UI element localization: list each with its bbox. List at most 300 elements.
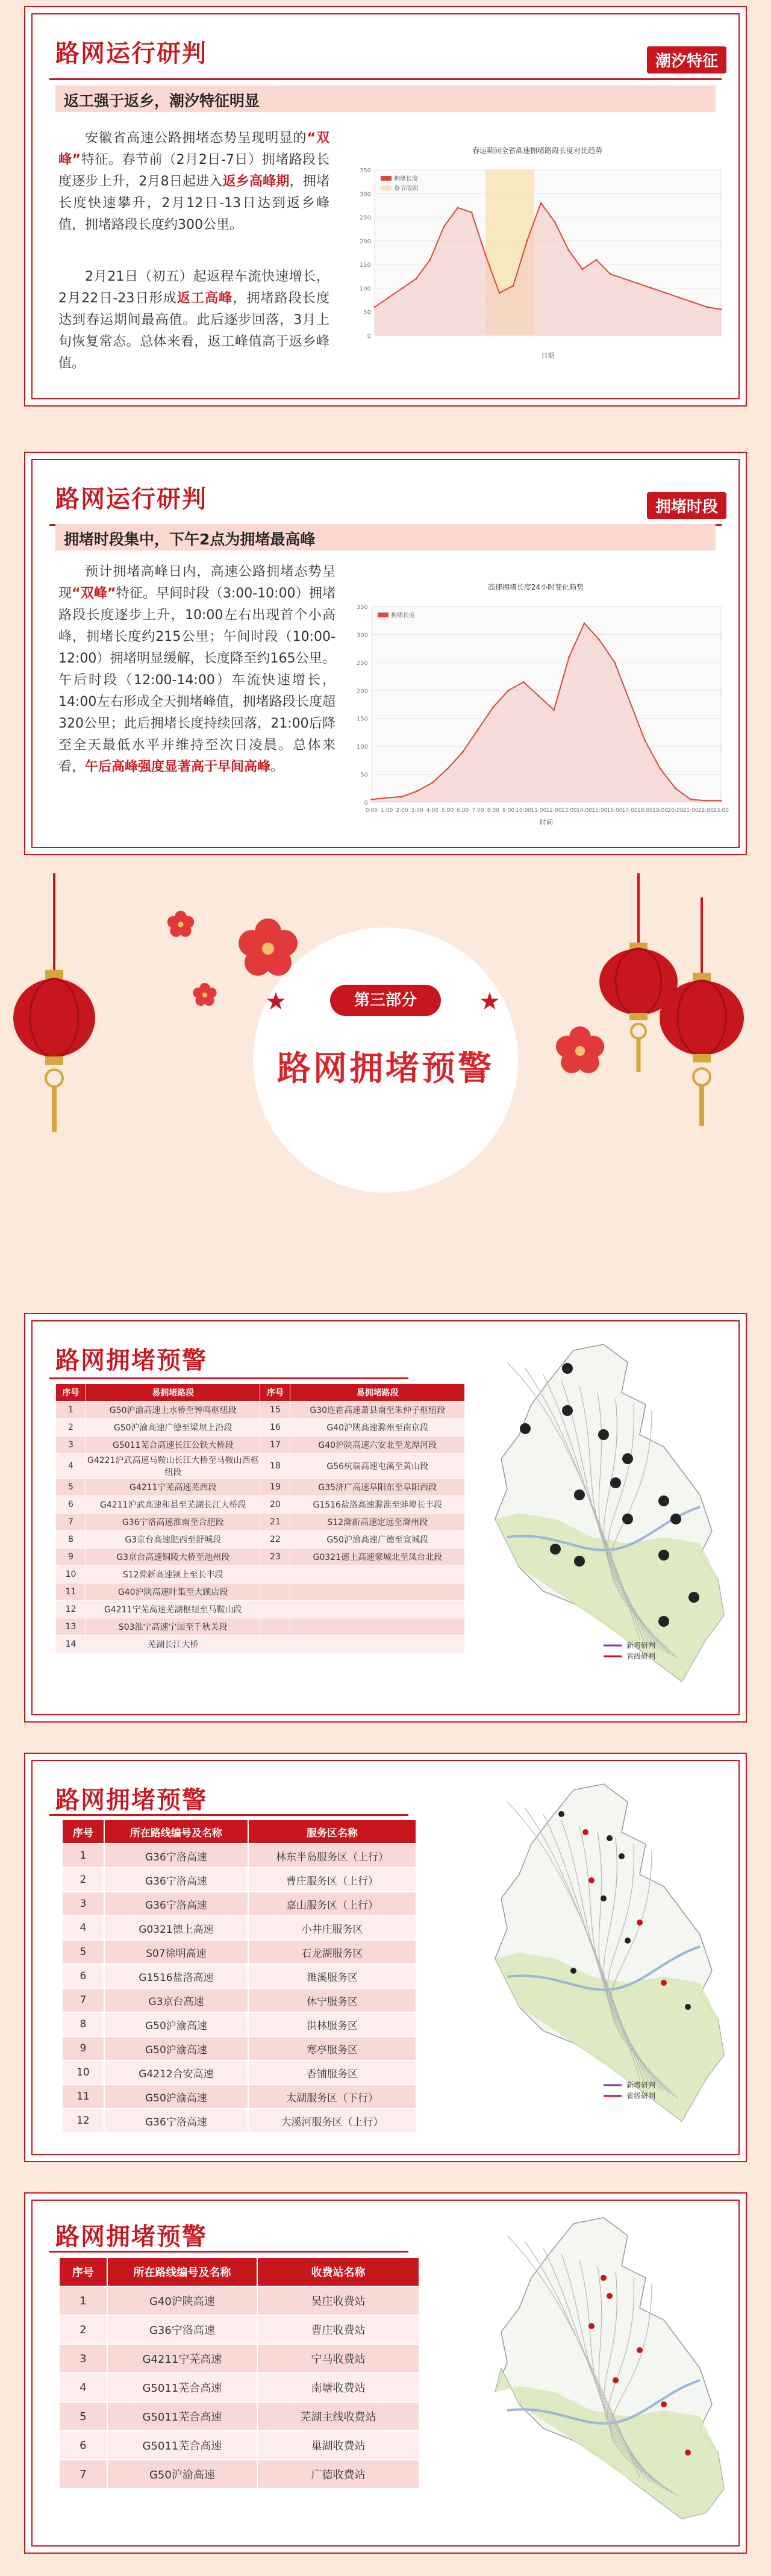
data-point: [429, 259, 431, 261]
table-row: [59, 2315, 419, 2344]
data-point: [457, 207, 459, 208]
tick-label: 16:00: [607, 808, 623, 814]
map-marker: [685, 2004, 691, 2010]
data-point: [720, 800, 722, 802]
tick-label: 200: [359, 238, 371, 245]
table-row: [62, 1916, 416, 1940]
table-cell: 12: [62, 2109, 104, 2133]
table-cell: 12: [56, 1601, 86, 1618]
table-row: [62, 2060, 416, 2085]
table-cell: 宁马收费站: [257, 2344, 419, 2373]
table-cell: 广德收费站: [257, 2460, 419, 2489]
table-cell: 11: [56, 1583, 86, 1601]
table-cell: [290, 1618, 465, 1636]
data-point: [416, 790, 418, 792]
table-cell: G5011芜合高速长江公铁大桥段: [86, 1436, 260, 1454]
table-cell: G40沪陕高速滁州至南京段: [290, 1419, 465, 1436]
data-point: [599, 639, 601, 641]
data-point: [720, 308, 722, 310]
table-cell: G4212合安高速: [104, 2060, 248, 2085]
data-point: [651, 287, 653, 289]
table-cell: 5: [56, 1479, 86, 1496]
map-marker: [658, 1550, 669, 1561]
data-point: [374, 306, 376, 308]
tick-label: 50: [360, 772, 368, 779]
table-cell: 13: [56, 1618, 86, 1636]
map-marker: [622, 1514, 633, 1524]
table-cell: 6: [62, 1964, 104, 1988]
table-cell: S12滁新高速颍上至长丰段: [86, 1566, 260, 1583]
table-cell: G56杭瑞高速屯溪至黄山段: [290, 1454, 465, 1479]
section-title: 路网运行研判: [55, 40, 207, 67]
x-axis-label: 时间: [540, 819, 553, 826]
data-point: [705, 800, 707, 802]
table-cell: 1: [59, 2286, 107, 2315]
table-cell: G5011芜合高速: [107, 2431, 257, 2460]
table-cell: 11: [62, 2085, 104, 2109]
data-point: [477, 729, 479, 731]
table-row: [59, 2402, 419, 2431]
data-point: [637, 282, 639, 284]
data-point: [462, 751, 464, 753]
table-cell: 南塘收费站: [257, 2373, 419, 2402]
table-cell: G50沪渝高速: [107, 2460, 257, 2489]
table-row: [56, 1601, 465, 1618]
map-marker: [520, 1423, 531, 1434]
col-header: 易拥堵路段: [290, 1384, 465, 1402]
data-point: [499, 292, 501, 294]
data-point: [614, 661, 616, 663]
map-marker: [637, 1920, 643, 1926]
section-tag: 拥堵时段: [647, 492, 726, 519]
table-cell: G40沪陕高速六安北至龙潭河段: [290, 1436, 465, 1454]
paragraph: 安徽省高速公路拥堵态势呈现明显的“双峰”特征。春节前（2月2日-7日）拥堵路段长度逐步上升，2月8日起进入返乡高峰期，拥堵长度快速攀升，2月12日-13日达到返乡峰值，拥堵路段长度约300公里。: [58, 131, 329, 232]
table-cell: G4211宁芜高速芜湖枢纽至马鞍山段: [86, 1601, 260, 1618]
table-cell: 1: [62, 1844, 104, 1868]
table-row: [62, 1940, 416, 1964]
legend-label: 新增研判: [626, 2081, 656, 2089]
table-cell: 10: [62, 2060, 104, 2085]
table-row: [62, 1844, 416, 1868]
plum-flower-icon: [192, 982, 218, 1008]
map-marker: [562, 1405, 573, 1416]
paragraph: 预计拥堵高峰日内，高速公路拥堵态势呈现“双峰”特征。早间时段（3:00-10:00）拥堵路段长度逐步上升，10:00左右出现首个小高峰，拥堵长度约215公里；午间时段（10:00-12:00）拥堵明显缓解，长度降至约165公里。午后时段（12:00-14:00）车流快速增长，14:00左右形成全天拥堵峰值，拥堵路段长度超320公里；此后拥堵长度持续回落，21:00后降至全天最低水平并维持至次日凌晨。总体来看，午后高峰强度显著高于早间高峰。: [58, 564, 336, 775]
table-row: [59, 2460, 419, 2489]
table-cell: G36宁洛高速: [104, 1844, 248, 1868]
data-point: [447, 768, 449, 770]
map-marker: [562, 1363, 573, 1374]
table-row: [59, 2286, 419, 2315]
table-cell: G4211宁芜高速: [107, 2344, 257, 2373]
table-cell: G4221沪武高速马鞍山长江大桥至马鞍山西枢纽段: [86, 1454, 260, 1479]
legend-label: 省级研判: [626, 1652, 656, 1661]
table-row: [56, 1402, 465, 1419]
chart-title: 高速拥堵长度24小时变化趋势: [487, 583, 584, 591]
table-cell: 休宁服务区: [248, 1988, 416, 2012]
map-marker: [670, 1514, 681, 1524]
table-cell: 寒亭服务区: [248, 2036, 416, 2060]
map-marker: [601, 2275, 607, 2281]
tick-label: 100: [356, 744, 368, 751]
table-cell: 8: [62, 2012, 104, 2036]
table-cell: 3: [56, 1436, 86, 1454]
data-point: [584, 622, 585, 624]
data-point: [540, 202, 542, 204]
table-cell: 5: [59, 2402, 107, 2431]
section-title: 路网拥堵预警: [55, 2223, 207, 2251]
table-cell: 曹庄收费站: [257, 2315, 419, 2344]
plum-flower-icon: [166, 909, 196, 940]
data-point: [513, 285, 514, 287]
toll-station-table: [58, 2257, 420, 2489]
table-cell: [260, 1566, 290, 1583]
table-row: [56, 1454, 465, 1479]
data-point: [660, 768, 661, 770]
tick-label: 7:00: [472, 808, 484, 814]
part-title: 路网拥堵预警: [277, 1049, 494, 1088]
tick-label: 350: [356, 604, 368, 611]
map-marker: [622, 1453, 633, 1464]
map-marker: [685, 2450, 691, 2456]
map-marker: [582, 1829, 588, 1835]
table-cell: 芜湖长江大桥: [86, 1636, 260, 1653]
data-point: [596, 259, 598, 261]
map-marker: [598, 1429, 609, 1440]
table-cell: G50沪渝高速: [104, 2085, 248, 2109]
data-point: [507, 690, 509, 691]
table-cell: 22: [260, 1531, 290, 1548]
star-icon: ★: [265, 988, 287, 1015]
legend-swatch: [381, 176, 392, 181]
section-toll-stations: [24, 2192, 747, 2554]
tick-label: 1:00: [381, 808, 393, 814]
legend-label: 省级研判: [626, 2092, 656, 2100]
part-badge: 第三部分: [330, 985, 441, 1016]
data-point: [371, 799, 373, 800]
tick-label: 12:00: [546, 808, 562, 814]
map-marker: [558, 1811, 564, 1817]
table-cell: G3京台高速: [104, 1988, 248, 2012]
data-point: [492, 706, 494, 708]
table-cell: G3京台高速铜陵大桥至池州段: [86, 1548, 260, 1566]
x-axis-label: 日期: [541, 352, 555, 360]
table-cell: G35济广高速阜阳东至阜阳西段: [290, 1479, 465, 1496]
section-hourly: [24, 452, 747, 855]
tick-label: 4:00: [426, 808, 439, 814]
legend-label: 春节假期: [394, 186, 418, 192]
table-cell: G36宁洛高速: [104, 2109, 248, 2133]
table-row: [56, 1636, 465, 1653]
anhui-map: [483, 1778, 736, 2139]
anhui-map: [483, 2212, 736, 2537]
divider: [49, 1377, 408, 1379]
tick-label: 9:00: [502, 808, 515, 814]
col-header: 所在路线编号及名称: [107, 2257, 257, 2286]
table-row: [59, 2431, 419, 2460]
tick-label: 13:00: [561, 808, 577, 814]
data-point: [675, 787, 676, 789]
table-cell: G40沪陕高速叶集至大顾店段: [86, 1583, 260, 1601]
table-cell: [290, 1636, 465, 1653]
table-row: [56, 1583, 465, 1601]
table-cell: [260, 1636, 290, 1653]
table-cell: G5011芜合高速: [107, 2373, 257, 2402]
star-icon: ★: [479, 988, 501, 1015]
tick-label: 17:00: [622, 808, 638, 814]
table-cell: 7: [56, 1514, 86, 1531]
part-banner: [0, 873, 771, 1283]
map-marker: [613, 2377, 619, 2383]
section-subtitle: 拥堵时段集中，下午2点为拥堵最高峰: [55, 524, 716, 550]
table-cell: G30连霍高速萧县南至朱仲子枢纽段: [290, 1402, 465, 1419]
legend-label: 拥堵长度: [391, 613, 415, 619]
map-marker: [619, 1853, 625, 1859]
table-cell: 1: [56, 1402, 86, 1419]
col-header: 序号: [56, 1384, 86, 1402]
tick-label: 0: [364, 800, 368, 806]
legend-label: 拥堵长度: [394, 176, 418, 182]
table-cell: 濉溪服务区: [248, 1964, 416, 1988]
plum-flower-icon: [553, 1024, 607, 1078]
map-marker: [658, 1616, 669, 1627]
congested-roads-table: [55, 1383, 465, 1653]
table-cell: [260, 1583, 290, 1601]
table-cell: G3京台高速肥西至舒城段: [86, 1531, 260, 1548]
legend-swatch: [381, 186, 392, 190]
table-row: [62, 2012, 416, 2036]
data-point: [610, 273, 611, 275]
table-cell: G36宁洛高速: [104, 1868, 248, 1892]
data-point: [623, 278, 625, 279]
table-cell: 7: [59, 2460, 107, 2489]
data-point: [471, 211, 473, 213]
section-title: 路网拥堵预警: [55, 1347, 207, 1374]
paragraph: 2月21日（初五）起返程车流快速增长，2月22日-23日形成返工高峰，拥堵路段长度达到春运期间最高值。此后逐步回落，3月上旬恢复常态。总体来看，返工峰值高于返乡峰值。: [58, 269, 329, 371]
legend-label: 新增研判: [626, 1641, 656, 1650]
table-cell: 2: [56, 1419, 86, 1436]
table-cell: 3: [59, 2344, 107, 2373]
tick-label: 18:00: [637, 808, 653, 814]
table-cell: [260, 1618, 290, 1636]
tick-label: 250: [356, 660, 368, 667]
tick-label: 5:00: [441, 808, 454, 814]
tick-label: 50: [363, 309, 371, 316]
section-title: 路网拥堵预警: [55, 1786, 207, 1814]
table-cell: G1516盐洛高速滁淮至蚌埠长丰段: [290, 1496, 465, 1514]
table-cell: 20: [260, 1496, 290, 1514]
table-cell: 6: [56, 1496, 86, 1514]
table-cell: 曹庄服务区（上行）: [248, 1868, 416, 1892]
table-cell: G50沪渝高速上水桥至钟鸣枢纽段: [86, 1402, 260, 1419]
table-cell: G36宁洛高速淮南至合肥段: [86, 1514, 260, 1531]
table-row: [56, 1479, 465, 1496]
tick-label: 10:00: [516, 808, 532, 814]
chart-title: 春运期间全省高速拥堵路段长度对比趋势: [472, 146, 603, 155]
col-header: 序号: [62, 1820, 104, 1844]
data-point: [431, 782, 433, 784]
map-marker: [625, 1938, 631, 1944]
table-cell: 4: [56, 1454, 86, 1479]
tick-label: 15:00: [592, 808, 608, 814]
data-point: [690, 799, 691, 800]
tick-label: 22:00: [698, 808, 714, 814]
table-cell: 2: [62, 1868, 104, 1892]
table-cell: G5011芜合高速: [107, 2402, 257, 2431]
data-point: [416, 278, 417, 279]
table-cell: S12滁新高速定远至滁州段: [290, 1514, 465, 1531]
map-marker: [610, 1477, 621, 1488]
lantern-icon: [12, 873, 96, 1162]
map-marker: [550, 1544, 561, 1555]
map-marker: [658, 1495, 669, 1506]
legend-swatch: [378, 613, 389, 617]
section-tag: 潮汐特征: [647, 46, 726, 73]
table-cell: [290, 1583, 465, 1601]
divider: [49, 78, 722, 80]
map-marker: [661, 2401, 667, 2407]
tick-label: 200: [356, 688, 368, 695]
tick-label: 19:00: [652, 808, 669, 814]
tick-label: 11:00: [531, 808, 547, 814]
data-point: [693, 302, 695, 304]
table-cell: 9: [56, 1548, 86, 1566]
table-cell: G50沪渝高速: [104, 2036, 248, 2060]
table-cell: 7: [62, 1988, 104, 2012]
table-cell: G4211沪武高速和县至芜湖长江大桥段: [86, 1496, 260, 1514]
data-point: [568, 249, 570, 251]
col-header: 收费站名称: [257, 2257, 419, 2286]
table-cell: 10: [56, 1566, 86, 1583]
table-cell: 大溪河服务区（上行）: [248, 2109, 416, 2133]
table-row: [62, 1892, 416, 1916]
table-row: [56, 1436, 465, 1454]
data-point: [665, 292, 667, 294]
table-cell: S03淮宁高速宁国至千秋关段: [86, 1618, 260, 1636]
table-cell: 15: [260, 1402, 290, 1419]
table-row: [62, 1988, 416, 2012]
section-congestion-roads: [24, 1313, 747, 1723]
table-cell: [290, 1601, 465, 1618]
data-point: [402, 287, 404, 289]
table-cell: 5: [62, 1940, 104, 1964]
table-cell: G50沪渝高速: [104, 2012, 248, 2036]
table-cell: G0321德上高速: [104, 1916, 248, 1940]
table-cell: 9: [62, 2036, 104, 2060]
table-cell: 18: [260, 1454, 290, 1479]
table-cell: [260, 1601, 290, 1618]
col-header: 序号: [260, 1384, 290, 1402]
tick-label: 150: [359, 262, 371, 269]
service-area-table: [61, 1819, 417, 2133]
tick-label: 250: [359, 214, 371, 222]
table-cell: G36宁洛高速: [104, 1892, 248, 1916]
data-point: [568, 656, 570, 658]
table-cell: 19: [260, 1479, 290, 1496]
data-point: [526, 240, 528, 242]
table-cell: 14: [56, 1636, 86, 1653]
map-marker: [574, 1489, 585, 1500]
table-cell: 4: [59, 2373, 107, 2402]
data-point: [707, 306, 708, 308]
tick-label: 3:00: [411, 808, 423, 814]
table-cell: 2: [59, 2315, 107, 2344]
table-cell: 吴庄收费站: [257, 2286, 419, 2315]
col-header: 易拥堵路段: [86, 1384, 260, 1402]
table-cell: 林东半岛服务区（上行）: [248, 1844, 416, 1868]
data-point: [388, 297, 390, 299]
tick-label: 0: [367, 333, 371, 340]
table-row: [56, 1566, 465, 1583]
table-row: [56, 1531, 465, 1548]
table-cell: 嘉山服务区（上行）: [248, 1892, 416, 1916]
table-row: [62, 1964, 416, 1988]
table-cell: G4211宁芜高速芜西段: [86, 1479, 260, 1496]
table-row: [56, 1514, 465, 1531]
tick-label: 350: [359, 167, 371, 174]
tick-label: 0:00: [365, 808, 378, 814]
table-cell: 芜湖主线收费站: [257, 2402, 419, 2431]
lantern-icon: [657, 897, 747, 1174]
table-cell: 17: [260, 1436, 290, 1454]
data-point: [644, 740, 646, 741]
section-service-areas: [24, 1753, 747, 2162]
data-point: [629, 700, 631, 702]
table-row: [56, 1419, 465, 1436]
data-point: [485, 254, 487, 256]
plum-flower-icon: [235, 915, 301, 982]
table-cell: 21: [260, 1514, 290, 1531]
tick-label: 14:00: [576, 808, 593, 814]
tick-label: 23:00: [713, 808, 729, 814]
tick-label: 2:00: [396, 808, 408, 814]
table-cell: 洪林服务区: [248, 2012, 416, 2036]
table-cell: G36宁洛高速: [107, 2315, 257, 2344]
table-row: [62, 2109, 416, 2133]
data-point: [554, 221, 556, 223]
data-point: [523, 681, 525, 683]
trend-chart: [342, 140, 733, 363]
table-row: [56, 1618, 465, 1636]
data-point: [679, 297, 681, 299]
tick-label: 20:00: [667, 808, 684, 814]
tick-label: 100: [359, 285, 371, 293]
table-row: [56, 1496, 465, 1514]
table-cell: G1516盐洛高速: [104, 1964, 248, 1988]
map-marker: [637, 2347, 643, 2353]
table-row: [62, 1868, 416, 1892]
map-marker: [607, 1835, 613, 1841]
hourly-chart: [339, 576, 733, 829]
col-header: 序号: [59, 2257, 107, 2286]
table-cell: 8: [56, 1531, 86, 1548]
map-marker: [574, 1556, 585, 1567]
data-point: [401, 796, 403, 797]
table-cell: 23: [260, 1548, 290, 1566]
divider: [49, 1814, 408, 1816]
table-cell: G0321德上高速蒙城北至凤台北段: [290, 1548, 465, 1566]
table-cell: 3: [62, 1892, 104, 1916]
divider: [49, 2251, 408, 2253]
map-marker: [570, 1968, 576, 1974]
tick-label: 150: [356, 716, 368, 723]
data-point: [582, 269, 584, 270]
table-cell: 石龙湖服务区: [248, 1940, 416, 1964]
map-marker: [588, 1877, 595, 1883]
table-cell: S07徐明高速: [104, 1940, 248, 1964]
section-title: 路网运行研判: [55, 485, 207, 513]
table-cell: 香铺服务区: [248, 2060, 416, 2085]
table-row: [62, 2036, 416, 2060]
